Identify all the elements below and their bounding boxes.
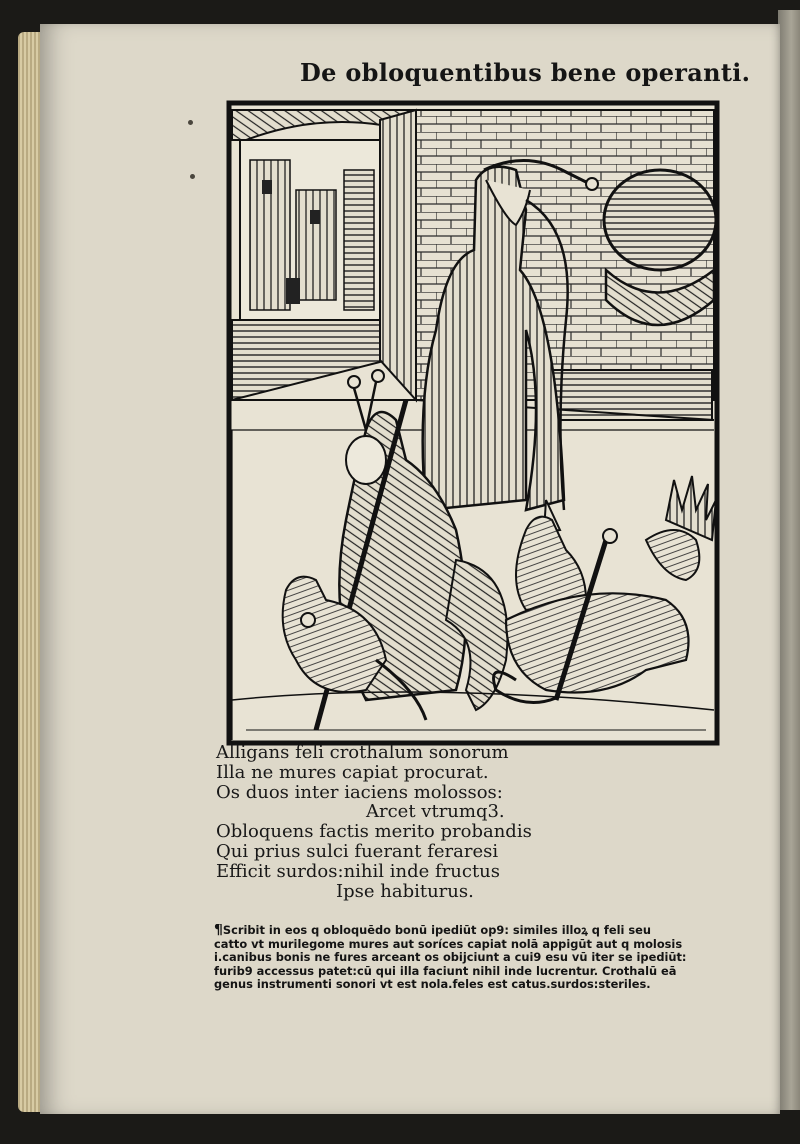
verse-line: Efficit surdos:nihil inde fructus <box>216 860 501 882</box>
running-head: De obloquentibus bene operanti. <box>300 58 751 87</box>
verse-line: Qui prius sulci fuerant feraresi <box>216 840 499 862</box>
verse-line: Alligans feli crothalum sonorum <box>216 742 509 763</box>
verse-block <box>216 743 756 901</box>
verse-line: Arcet vtrumq3. <box>366 801 505 823</box>
commentary-text: Scribit in eos q obloquēdo bonū ipediūt op9: similes illoꝝ q feli seu <box>222 924 651 937</box>
commentary-line <box>214 924 770 938</box>
woodcut-illustration <box>226 100 720 746</box>
ink-speck <box>190 174 195 179</box>
commentary-block <box>214 924 770 992</box>
pilcrow-mark: ¶ <box>214 924 223 938</box>
verse-line: Ipse habiturus. <box>336 880 474 902</box>
adjacent-page-edge <box>778 10 800 1110</box>
commentary-line: catto vt murilegome mures aut soríces capiat nolā appigūt aut q molosis <box>214 937 683 951</box>
verse-line: Illa ne mures capiat procurat. <box>216 761 489 783</box>
ink-speck <box>188 120 193 125</box>
verse-line: Os duos inter iaciens molossos: <box>216 781 503 803</box>
commentary-line: genus instrumenti sonori vt est nola.feles est catus.surdos:steriles. <box>214 978 651 992</box>
commentary-line: i.canibus bonis ne fures arceant os obijciunt a cui9 esu vū iter se ipediūt: <box>214 951 687 965</box>
verse-line: Obloquens factis merito probandis <box>216 821 532 843</box>
commentary-line: furib9 accessus patet:cū qui illa faciunt nihil inde lucrentur. Crothalū eā <box>214 964 677 978</box>
